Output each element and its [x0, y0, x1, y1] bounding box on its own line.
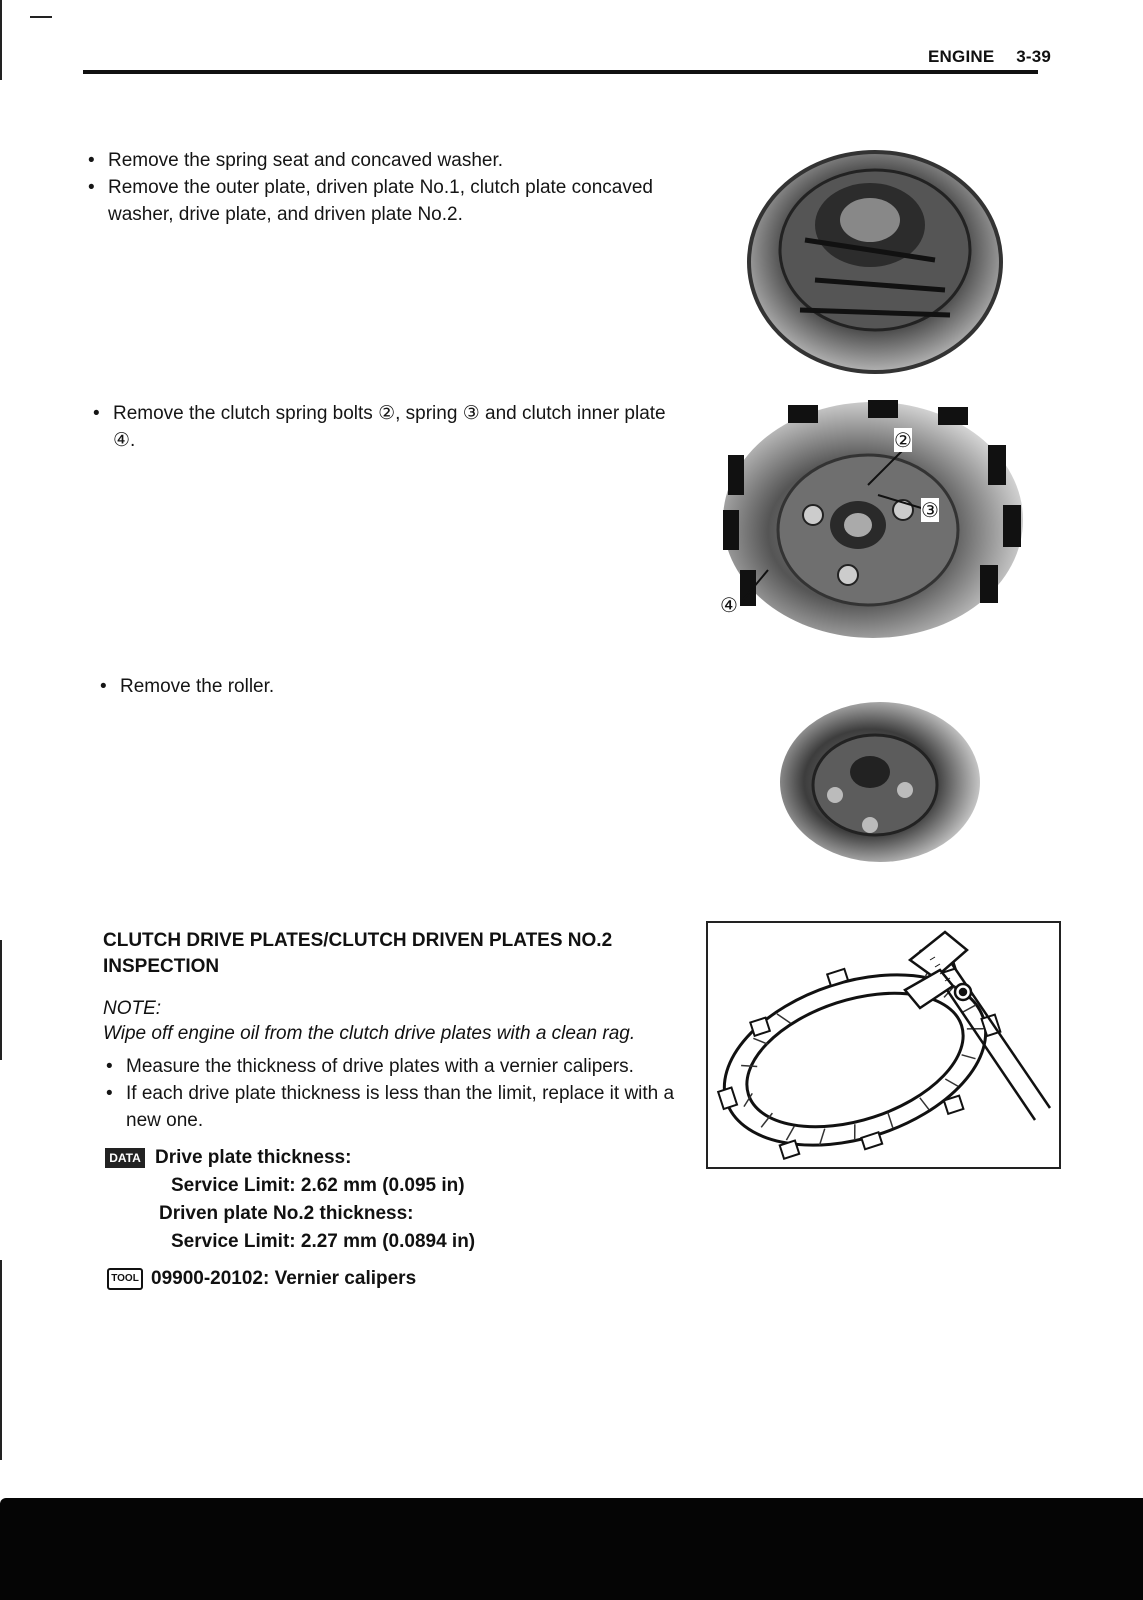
- callout-2: ②: [894, 428, 912, 452]
- scan-footer-band: [0, 1498, 1143, 1600]
- clutch-assembly-photo: [745, 150, 1005, 385]
- list-item: • Remove the roller.: [100, 673, 660, 700]
- tool-badge-icon: TOOL: [107, 1268, 143, 1290]
- list-item: • Remove the outer plate, driven plate No.1, clutch plate concaved washer, drive plate, and driven plate No.2.: [88, 174, 668, 228]
- vernier-caliper-diagram: [705, 920, 1062, 1170]
- spec-drive-plate-label: Drive plate thickness:: [155, 1147, 352, 1168]
- step-list-1: [88, 147, 668, 228]
- scan-mark: [30, 16, 52, 18]
- clutch-inner-photo: [718, 395, 1038, 640]
- list-item: • Remove the clutch spring bolts ②, spring ③ and clutch inner plate ④.: [93, 400, 673, 454]
- data-badge-icon: DATA: [105, 1148, 145, 1168]
- spec-driven-plate-value: Service Limit: 2.27 mm (0.0894 in): [171, 1231, 476, 1252]
- binding-edge-low: [0, 1260, 2, 1460]
- tool-row: [107, 1265, 416, 1293]
- step-list-3: [100, 673, 660, 700]
- list-item: • Remove the spring seat and concaved washer.: [88, 147, 668, 174]
- running-header: [928, 47, 1051, 67]
- spec-block: [105, 1144, 705, 1256]
- roller-removal-photo: [775, 700, 990, 880]
- header-rule: [83, 70, 1038, 74]
- binding-edge-top: [0, 0, 2, 80]
- spec-driven-plate-label: Driven plate No.2 thickness:: [159, 1203, 414, 1224]
- list-item: • Measure the thickness of drive plates with a vernier calipers.: [106, 1053, 676, 1080]
- clutch-spring-bolts-figure: [718, 395, 1038, 640]
- list-item: • If each drive plate thickness is less than the limit, replace it with a new one.: [106, 1080, 676, 1134]
- header-section: ENGINE: [928, 47, 995, 66]
- section-heading: CLUTCH DRIVE PLATES/CLUTCH DRIVEN PLATES NO.2 INSPECTION: [103, 930, 613, 977]
- callout-3: ③: [921, 498, 939, 522]
- header-page-number: 3-39: [1016, 47, 1052, 66]
- callout-4: ④: [720, 593, 738, 617]
- note-text: Wipe off engine oil from the clutch drive plates with a clean rag.: [103, 1023, 636, 1044]
- spec-drive-plate-row: [105, 1144, 705, 1172]
- spec-drive-plate-value: Service Limit: 2.62 mm (0.095 in): [171, 1175, 465, 1196]
- step-list-2: [93, 400, 673, 454]
- tool-text: 09900-20102: Vernier calipers: [151, 1268, 417, 1289]
- binding-edge-mid: [0, 940, 2, 1060]
- inspection-steps: [106, 1053, 676, 1134]
- note-label: NOTE:: [103, 998, 162, 1019]
